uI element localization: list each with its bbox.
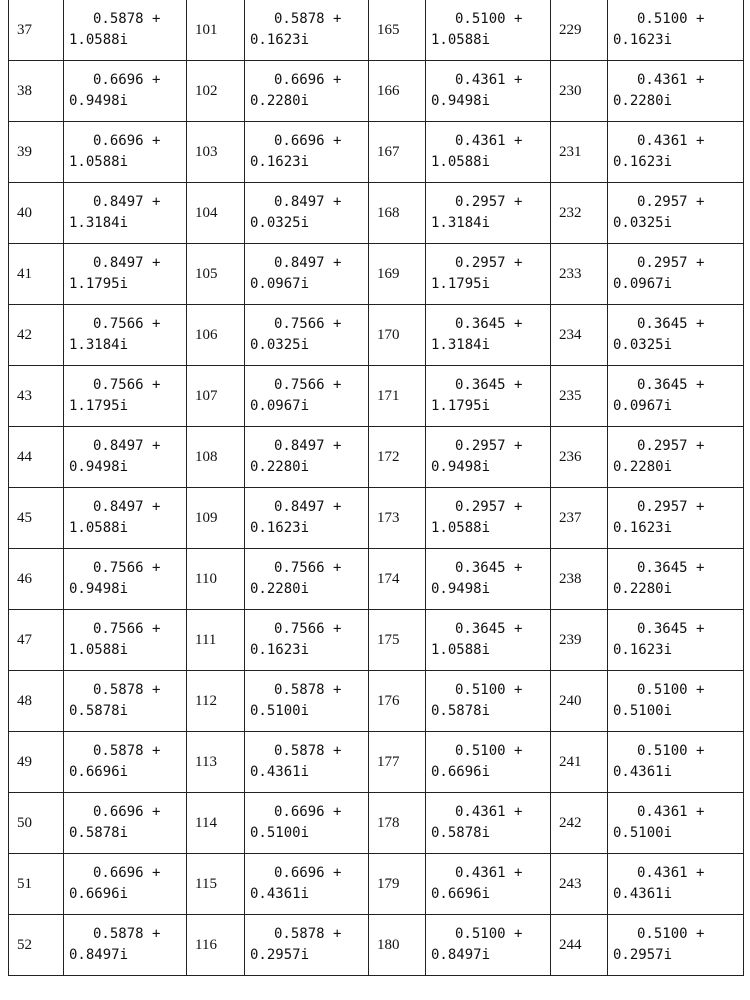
- point-index: 237: [551, 488, 608, 549]
- point-index: 38: [9, 61, 64, 122]
- real-part: 0.6696 +: [250, 802, 368, 823]
- real-part: 0.7566 +: [69, 558, 186, 579]
- point-index: 174: [369, 549, 426, 610]
- table-row: [9, 549, 744, 610]
- table-row: [9, 793, 744, 854]
- imaginary-part: 1.0588i: [431, 152, 550, 173]
- point-index: 179: [369, 854, 426, 915]
- point-index: 103: [187, 122, 245, 183]
- point-index: 235: [551, 366, 608, 427]
- point-index: 44: [9, 427, 64, 488]
- real-part: 0.6696 +: [250, 131, 368, 152]
- constellation-table: [8, 0, 744, 976]
- table-row: [9, 0, 744, 61]
- complex-value: [245, 61, 369, 122]
- point-index: 169: [369, 244, 426, 305]
- complex-value: [64, 427, 187, 488]
- point-index: 232: [551, 183, 608, 244]
- point-index: 234: [551, 305, 608, 366]
- point-index: 47: [9, 610, 64, 671]
- real-part: 0.3645 +: [613, 314, 743, 335]
- table-row: [9, 610, 744, 671]
- complex-value: [245, 732, 369, 793]
- complex-value: [608, 61, 744, 122]
- complex-value: [608, 793, 744, 854]
- point-index: 50: [9, 793, 64, 854]
- complex-value: [245, 183, 369, 244]
- real-part: 0.2957 +: [431, 192, 550, 213]
- real-part: 0.8497 +: [69, 497, 186, 518]
- imaginary-part: 0.9498i: [431, 457, 550, 478]
- imaginary-part: 1.1795i: [69, 274, 186, 295]
- complex-value: [64, 0, 187, 61]
- complex-value: [426, 610, 551, 671]
- point-index: 37: [9, 0, 64, 61]
- complex-value: [608, 122, 744, 183]
- imaginary-part: 0.0325i: [250, 213, 368, 234]
- point-index: 230: [551, 61, 608, 122]
- point-index: 244: [551, 915, 608, 976]
- real-part: 0.4361 +: [431, 70, 550, 91]
- imaginary-part: 0.9498i: [69, 579, 186, 600]
- imaginary-part: 0.0325i: [613, 213, 743, 234]
- imaginary-part: 1.0588i: [69, 518, 186, 539]
- imaginary-part: 0.5878i: [431, 701, 550, 722]
- imaginary-part: 0.2280i: [250, 579, 368, 600]
- complex-value: [426, 244, 551, 305]
- real-part: 0.5878 +: [69, 924, 186, 945]
- imaginary-part: 0.9498i: [69, 457, 186, 478]
- real-part: 0.2957 +: [613, 436, 743, 457]
- imaginary-part: 1.1795i: [69, 396, 186, 417]
- real-part: 0.4361 +: [613, 70, 743, 91]
- point-index: 51: [9, 854, 64, 915]
- real-part: 0.5100 +: [431, 9, 550, 30]
- complex-value: [608, 488, 744, 549]
- point-index: 233: [551, 244, 608, 305]
- imaginary-part: 0.6696i: [431, 884, 550, 905]
- point-index: 165: [369, 0, 426, 61]
- point-index: 39: [9, 122, 64, 183]
- point-index: 171: [369, 366, 426, 427]
- complex-value: [426, 61, 551, 122]
- imaginary-part: 0.1623i: [613, 152, 743, 173]
- table-row: [9, 854, 744, 915]
- complex-value: [608, 183, 744, 244]
- real-part: 0.2957 +: [431, 253, 550, 274]
- point-index: 231: [551, 122, 608, 183]
- table-row: [9, 915, 744, 976]
- real-part: 0.5878 +: [250, 680, 368, 701]
- point-index: 109: [187, 488, 245, 549]
- imaginary-part: 1.0588i: [431, 30, 550, 51]
- real-part: 0.2957 +: [431, 436, 550, 457]
- point-index: 52: [9, 915, 64, 976]
- complex-value: [426, 915, 551, 976]
- table-row: [9, 61, 744, 122]
- point-index: 102: [187, 61, 245, 122]
- point-index: 101: [187, 0, 245, 61]
- complex-value: [64, 793, 187, 854]
- real-part: 0.7566 +: [69, 314, 186, 335]
- point-index: 43: [9, 366, 64, 427]
- imaginary-part: 0.2280i: [250, 91, 368, 112]
- complex-value: [608, 549, 744, 610]
- complex-value: [64, 549, 187, 610]
- real-part: 0.4361 +: [431, 131, 550, 152]
- complex-value: [608, 366, 744, 427]
- point-index: 105: [187, 244, 245, 305]
- real-part: 0.7566 +: [69, 619, 186, 640]
- real-part: 0.3645 +: [431, 619, 550, 640]
- real-part: 0.5100 +: [431, 741, 550, 762]
- table-row: [9, 122, 744, 183]
- complex-value: [245, 244, 369, 305]
- real-part: 0.3645 +: [431, 558, 550, 579]
- point-index: 113: [187, 732, 245, 793]
- real-part: 0.2957 +: [613, 253, 743, 274]
- imaginary-part: 0.9498i: [431, 91, 550, 112]
- imaginary-part: 0.9498i: [69, 91, 186, 112]
- point-index: 40: [9, 183, 64, 244]
- real-part: 0.2957 +: [613, 192, 743, 213]
- imaginary-part: 0.0967i: [250, 396, 368, 417]
- imaginary-part: 0.1623i: [613, 518, 743, 539]
- complex-value: [426, 732, 551, 793]
- point-index: 238: [551, 549, 608, 610]
- imaginary-part: 0.9498i: [431, 579, 550, 600]
- imaginary-part: 0.8497i: [431, 945, 550, 966]
- real-part: 0.4361 +: [613, 863, 743, 884]
- point-index: 177: [369, 732, 426, 793]
- imaginary-part: 0.5100i: [250, 823, 368, 844]
- complex-value: [64, 305, 187, 366]
- point-index: 170: [369, 305, 426, 366]
- point-index: 108: [187, 427, 245, 488]
- point-index: 104: [187, 183, 245, 244]
- real-part: 0.6696 +: [69, 863, 186, 884]
- table-row: [9, 244, 744, 305]
- imaginary-part: 0.6696i: [69, 762, 186, 783]
- complex-value: [64, 183, 187, 244]
- real-part: 0.4361 +: [431, 802, 550, 823]
- imaginary-part: 0.0967i: [613, 274, 743, 295]
- real-part: 0.3645 +: [613, 375, 743, 396]
- imaginary-part: 1.0588i: [431, 640, 550, 661]
- real-part: 0.5878 +: [250, 741, 368, 762]
- real-part: 0.5878 +: [250, 924, 368, 945]
- complex-value: [64, 61, 187, 122]
- imaginary-part: 1.0588i: [69, 30, 186, 51]
- complex-value: [64, 244, 187, 305]
- imaginary-part: 0.4361i: [613, 762, 743, 783]
- point-index: 229: [551, 0, 608, 61]
- complex-value: [64, 366, 187, 427]
- imaginary-part: 0.2957i: [250, 945, 368, 966]
- real-part: 0.7566 +: [250, 619, 368, 640]
- table-row: [9, 366, 744, 427]
- imaginary-part: 0.0325i: [613, 335, 743, 356]
- imaginary-part: 0.5100i: [613, 701, 743, 722]
- point-index: 176: [369, 671, 426, 732]
- real-part: 0.4361 +: [431, 863, 550, 884]
- point-index: 114: [187, 793, 245, 854]
- point-index: 111: [187, 610, 245, 671]
- imaginary-part: 1.1795i: [431, 396, 550, 417]
- complex-value: [608, 427, 744, 488]
- complex-value: [426, 305, 551, 366]
- complex-value: [245, 488, 369, 549]
- real-part: 0.8497 +: [69, 253, 186, 274]
- real-part: 0.2957 +: [613, 497, 743, 518]
- complex-value: [608, 0, 744, 61]
- point-index: 243: [551, 854, 608, 915]
- table-row: [9, 732, 744, 793]
- table-row: [9, 488, 744, 549]
- imaginary-part: 0.6696i: [431, 762, 550, 783]
- point-index: 178: [369, 793, 426, 854]
- real-part: 0.6696 +: [69, 70, 186, 91]
- real-part: 0.2957 +: [431, 497, 550, 518]
- imaginary-part: 0.1623i: [250, 518, 368, 539]
- point-index: 112: [187, 671, 245, 732]
- complex-value: [426, 854, 551, 915]
- point-index: 175: [369, 610, 426, 671]
- real-part: 0.8497 +: [250, 253, 368, 274]
- complex-value: [426, 427, 551, 488]
- complex-value: [245, 915, 369, 976]
- point-index: 42: [9, 305, 64, 366]
- table-row: [9, 305, 744, 366]
- real-part: 0.5878 +: [69, 680, 186, 701]
- imaginary-part: 1.0588i: [69, 640, 186, 661]
- real-part: 0.5878 +: [69, 741, 186, 762]
- imaginary-part: 0.0967i: [613, 396, 743, 417]
- imaginary-part: 1.3184i: [431, 335, 550, 356]
- point-index: 49: [9, 732, 64, 793]
- imaginary-part: 0.5878i: [69, 823, 186, 844]
- real-part: 0.3645 +: [431, 375, 550, 396]
- point-index: 41: [9, 244, 64, 305]
- imaginary-part: 0.4361i: [613, 884, 743, 905]
- real-part: 0.6696 +: [69, 802, 186, 823]
- real-part: 0.3645 +: [431, 314, 550, 335]
- complex-value: [245, 427, 369, 488]
- point-index: 167: [369, 122, 426, 183]
- point-index: 239: [551, 610, 608, 671]
- imaginary-part: 1.0588i: [431, 518, 550, 539]
- imaginary-part: 0.4361i: [250, 762, 368, 783]
- real-part: 0.3645 +: [613, 558, 743, 579]
- real-part: 0.8497 +: [69, 192, 186, 213]
- point-index: 168: [369, 183, 426, 244]
- real-part: 0.8497 +: [250, 436, 368, 457]
- complex-value: [245, 0, 369, 61]
- point-index: 241: [551, 732, 608, 793]
- imaginary-part: 1.3184i: [69, 213, 186, 234]
- imaginary-part: 0.2957i: [613, 945, 743, 966]
- point-index: 242: [551, 793, 608, 854]
- imaginary-part: 0.1623i: [613, 640, 743, 661]
- complex-value: [64, 732, 187, 793]
- real-part: 0.4361 +: [613, 131, 743, 152]
- imaginary-part: 0.5100i: [250, 701, 368, 722]
- complex-value: [426, 793, 551, 854]
- complex-value: [608, 854, 744, 915]
- point-index: 236: [551, 427, 608, 488]
- point-index: 180: [369, 915, 426, 976]
- complex-value: [245, 549, 369, 610]
- complex-value: [64, 854, 187, 915]
- real-part: 0.5878 +: [250, 9, 368, 30]
- complex-value: [608, 244, 744, 305]
- imaginary-part: 0.1623i: [250, 152, 368, 173]
- real-part: 0.4361 +: [613, 802, 743, 823]
- complex-value: [608, 610, 744, 671]
- complex-value: [64, 488, 187, 549]
- real-part: 0.5100 +: [431, 924, 550, 945]
- point-index: 48: [9, 671, 64, 732]
- complex-value: [608, 671, 744, 732]
- imaginary-part: 0.8497i: [69, 945, 186, 966]
- imaginary-part: 0.0967i: [250, 274, 368, 295]
- complex-value: [608, 732, 744, 793]
- point-index: 110: [187, 549, 245, 610]
- complex-value: [245, 671, 369, 732]
- imaginary-part: 0.2280i: [250, 457, 368, 478]
- complex-value: [64, 610, 187, 671]
- table-row: [9, 427, 744, 488]
- complex-value: [426, 366, 551, 427]
- real-part: 0.5100 +: [613, 741, 743, 762]
- imaginary-part: 0.1623i: [250, 640, 368, 661]
- real-part: 0.7566 +: [250, 558, 368, 579]
- complex-value: [426, 549, 551, 610]
- point-index: 106: [187, 305, 245, 366]
- complex-value: [64, 915, 187, 976]
- point-index: 107: [187, 366, 245, 427]
- complex-value: [245, 610, 369, 671]
- complex-value: [245, 366, 369, 427]
- real-part: 0.6696 +: [250, 863, 368, 884]
- real-part: 0.7566 +: [69, 375, 186, 396]
- complex-value: [426, 671, 551, 732]
- complex-value: [426, 122, 551, 183]
- imaginary-part: 0.2280i: [613, 91, 743, 112]
- imaginary-part: 0.2280i: [613, 579, 743, 600]
- complex-value: [64, 671, 187, 732]
- real-part: 0.5100 +: [613, 680, 743, 701]
- imaginary-part: 0.2280i: [613, 457, 743, 478]
- imaginary-part: 1.0588i: [69, 152, 186, 173]
- imaginary-part: 0.5878i: [69, 701, 186, 722]
- imaginary-part: 0.4361i: [250, 884, 368, 905]
- imaginary-part: 1.3184i: [69, 335, 186, 356]
- real-part: 0.5100 +: [431, 680, 550, 701]
- point-index: 240: [551, 671, 608, 732]
- complex-value: [245, 305, 369, 366]
- imaginary-part: 0.1623i: [613, 30, 743, 51]
- point-index: 45: [9, 488, 64, 549]
- table-row: [9, 183, 744, 244]
- real-part: 0.5100 +: [613, 924, 743, 945]
- imaginary-part: 0.1623i: [250, 30, 368, 51]
- complex-value: [245, 122, 369, 183]
- real-part: 0.6696 +: [69, 131, 186, 152]
- real-part: 0.7566 +: [250, 375, 368, 396]
- complex-value: [608, 915, 744, 976]
- complex-value: [608, 305, 744, 366]
- real-part: 0.8497 +: [69, 436, 186, 457]
- point-index: 172: [369, 427, 426, 488]
- imaginary-part: 0.5100i: [613, 823, 743, 844]
- real-part: 0.3645 +: [613, 619, 743, 640]
- imaginary-part: 0.0325i: [250, 335, 368, 356]
- imaginary-part: 1.1795i: [431, 274, 550, 295]
- point-index: 115: [187, 854, 245, 915]
- imaginary-part: 0.6696i: [69, 884, 186, 905]
- complex-value: [245, 854, 369, 915]
- real-part: 0.7566 +: [250, 314, 368, 335]
- point-index: 116: [187, 915, 245, 976]
- point-index: 173: [369, 488, 426, 549]
- point-index: 46: [9, 549, 64, 610]
- complex-value: [426, 0, 551, 61]
- complex-value: [426, 488, 551, 549]
- table-row: [9, 671, 744, 732]
- real-part: 0.6696 +: [250, 70, 368, 91]
- imaginary-part: 1.3184i: [431, 213, 550, 234]
- real-part: 0.5100 +: [613, 9, 743, 30]
- imaginary-part: 0.5878i: [431, 823, 550, 844]
- real-part: 0.8497 +: [250, 192, 368, 213]
- complex-value: [245, 793, 369, 854]
- real-part: 0.8497 +: [250, 497, 368, 518]
- complex-value: [64, 122, 187, 183]
- complex-value: [426, 183, 551, 244]
- point-index: 166: [369, 61, 426, 122]
- real-part: 0.5878 +: [69, 9, 186, 30]
